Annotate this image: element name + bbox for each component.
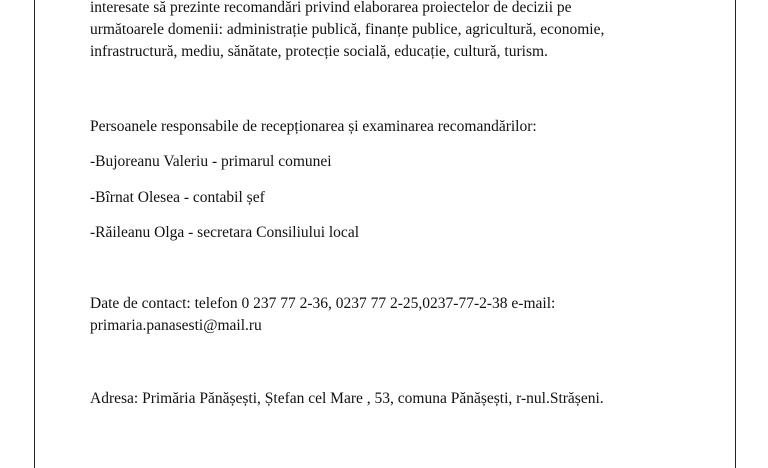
contact-line-1: Date de contact: telefon 0 237 77 2-36, 0237 77 2-25,0237-77-2-38 e-mail: [90, 295, 556, 312]
contact-email: primaria.panasesti@mail.ru [90, 317, 262, 334]
responsible-person-2: -Bîrnat Olesea - contabil șef [90, 189, 265, 206]
intro-line-2: următoarele domenii: administrație publică, finanțe publice, agricultură, economie, [90, 21, 605, 38]
responsible-heading: Persoanele responsabile de recepționarea și examinarea recomandărilor: [90, 118, 537, 135]
responsible-person-3: -Răileanu Olga - secretara Consiliului local [90, 224, 360, 241]
intro-line-1: interesate să prezinte recomandări privind elaborarea proiectelor de decizii pe [90, 0, 572, 16]
address-line: Adresa: Primăria Pănășești, Ștefan cel Mare , 53, comuna Pănășești, r-nul.Strășeni. [90, 390, 604, 407]
responsible-person-1: -Bujoreanu Valeriu - primarul comunei [90, 153, 332, 170]
intro-line-3: infrastructură, mediu, sănătate, protecție socială, educație, cultură, turism. [90, 43, 548, 60]
